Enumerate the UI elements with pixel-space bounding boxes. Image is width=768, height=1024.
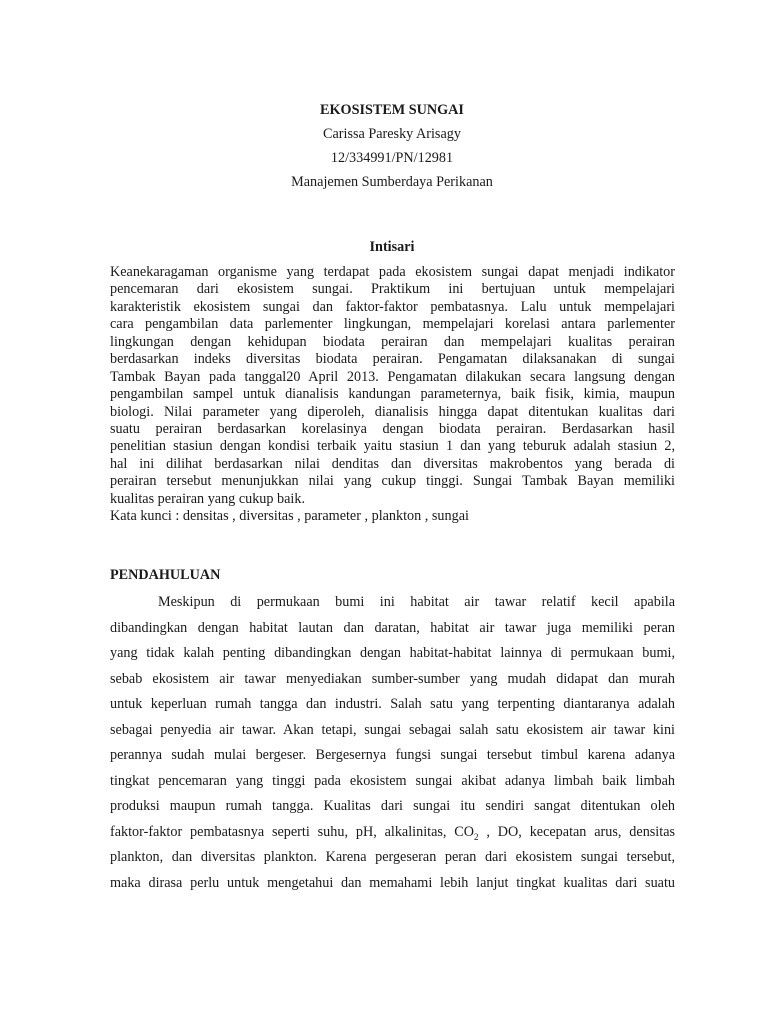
- abstract-line: perairan tersebut menunjukkan nilai yang cukup tinggi. Sungai Tambak Bayan memiliki: [110, 473, 675, 490]
- body-line: yang tidak kalah penting dibandingkan dengan habitat-habitat lainnya di permukaan bumi,: [110, 645, 675, 661]
- abstract-line: cara pengambilan data parlementer lingkungan, mempelajari korelasi antara parlementer: [110, 316, 675, 333]
- abstract-body: [110, 264, 675, 526]
- abstract-line: kualitas perairan yang cukup baik.: [110, 490, 306, 507]
- abstract-line: karakteristik ekosistem sungai dan faktor-faktor pembatasnya. Lalu untuk mempelajari: [110, 298, 675, 315]
- body-line: sebab ekosistem air tawar menyediakan sumber-sumber yang mudah didapat dan murah: [110, 670, 675, 687]
- body-line: untuk keperluan rumah tangga dan industri. Salah satu yang terpenting diantaranya adalah: [110, 696, 675, 712]
- abstract-heading: Intisari: [369, 239, 415, 255]
- abstract-keywords: Kata kunci : densitas , diversitas , parameter , plankton , sungai: [110, 508, 469, 525]
- department: Manajemen Sumberdaya Perikanan: [291, 174, 493, 190]
- introduction-heading: PENDAHULUAN: [110, 567, 221, 583]
- abstract-line: pengambilan sampel untuk dianalisis kandungan parameternya, baik fisik, kimia, maupun: [110, 386, 675, 403]
- abstract-line: lingkungan dengan kehidupan biodata perairan dan mempelajari kualitas perairan: [110, 333, 675, 350]
- abstract-line: pencemaran dari ekosistem sungai. Praktikum ini bertujuan untuk mempelajari: [110, 281, 675, 298]
- body-line: sebagai penyedia air tawar. Akan tetapi, sungai sebagai salah satu ekosistem air tawar kini: [110, 721, 675, 738]
- body-line: tingkat pencemaran yang tinggi pada ekosistem sungai akibat adanya limbah baik limbah: [110, 772, 675, 789]
- co2-line-before: faktor-faktor pembatasnya seperti suhu, pH, alkalinitas, CO: [110, 823, 475, 840]
- body-line: produksi maupun rumah tangga. Kualitas dari sungai itu sendiri sangat ditentukan oleh: [110, 798, 675, 814]
- abstract-line: hal ini dilihat berdasarkan nilai denditas dan diversitas makrobentos yang berada di: [110, 455, 675, 472]
- abstract-line: penelitian stasiun dengan kondisi terbaik yaitu stasiun 1 dan yang teburuk adalah stasiun 2,: [110, 438, 675, 455]
- abstract-line: berdasarkan indeks diversitas biodata perairan. Pengamatan dilaksanakan di sungai: [110, 351, 675, 368]
- abstract-line: Keanekaragaman organisme yang terdapat pada ekosistem sungai dapat menjadi indikator: [110, 264, 675, 280]
- co2-line-after: , DO, kecepatan arus, densitas: [478, 823, 675, 840]
- paper-header: [0, 98, 768, 194]
- abstract-line: biologi. Nilai parameter yang diperoleh, dianalisis hingga dapat ditentukan kualitas dari: [110, 403, 675, 420]
- student-id: 12/334991/PN/12981: [330, 150, 454, 166]
- body-line: maka dirasa perlu untuk mengetahui dan memahami lebih lanjut tingkat kualitas dari suatu: [110, 874, 675, 891]
- abstract-line: suatu perairan berdasarkan korelasinya dengan biodata perairan. Berdasarkan hasil: [110, 420, 675, 437]
- author-name: Carissa Paresky Arisagy: [323, 126, 461, 142]
- co2-subscript: 2: [474, 831, 479, 842]
- body-line: perannya sudah mulai bergeser. Bergesernya fungsi sungai tersebut timbul karena adanya: [110, 747, 675, 763]
- body-line: dibandingkan dengan habitat lautan dan daratan, habitat air tawar juga memiliki peran: [110, 619, 675, 636]
- introduction-body: [110, 590, 675, 896]
- body-line-co2: [110, 820, 675, 846]
- abstract-line: Tambak Bayan pada tanggal20 April 2013. Pengamatan dilakukan secara langsung dengan: [110, 368, 675, 385]
- body-line: Meskipun di permukaan bumi ini habitat air tawar relatif kecil apabila: [158, 594, 675, 610]
- paper-title: EKOSISTEM SUNGAI: [320, 102, 464, 118]
- body-line: plankton, dan diversitas plankton. Karena pergeseran peran dari ekosistem sungai tersebut,: [110, 849, 675, 865]
